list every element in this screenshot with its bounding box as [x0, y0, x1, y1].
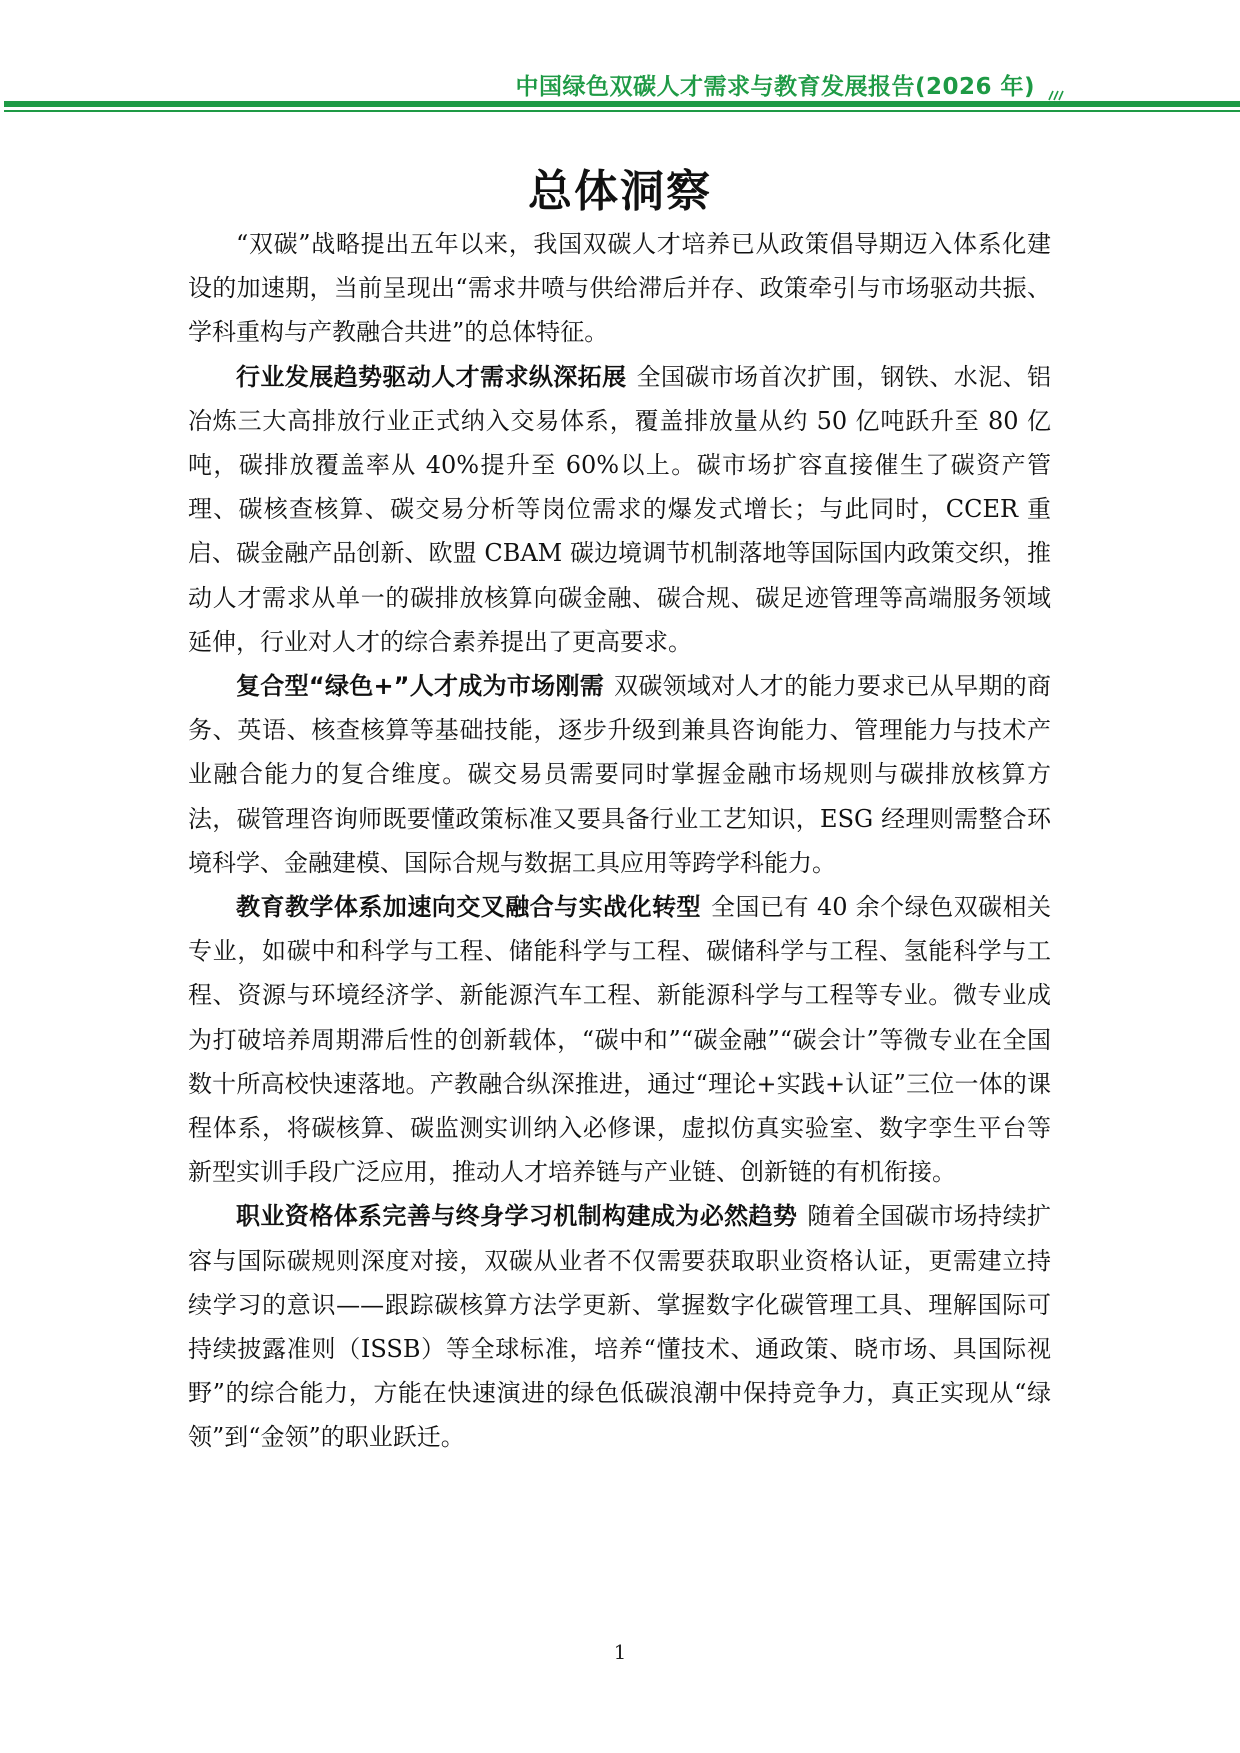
section-text: 全国已有 40 余个绿色双碳相关专业，如碳中和科学与工程、储能科学与工程、碳储科学与工程、氢能科学与工程、资源与环境经济学、新能源汽车工程、新能源科学与工程等专业。微专业成为打破培养周期滞后性的创新载体，“碳中和”“碳金融”“碳会计”等微专业在全国数十所高校快速落地。产教融合纵深推进，通过“理论+实践+认证”三位一体的课程体系，将碳核算、碳监测实训纳入必修课，虚拟仿真实验室、数字孪生平台等新型实训手段广泛应用，推动人才培养链与产业链、创新链的有机衔接。: [188, 893, 1052, 1187]
section-lead: 教育教学体系加速向交叉融合与实战化转型: [236, 893, 702, 922]
section-text: 双碳领域对人才的能力要求已从早期的商务、英语、核查核算等基础技能，逐步升级到兼具咨询能力、管理能力与技术产业融合能力的复合维度。碳交易员需要同时掌握金融市场规则与碳排放核算方法，碳管理咨询师既要懂政策标准又要具备行业工艺知识，ESG 经理则需整合环境科学、金融建模、国际合规与数据工具应用等跨学科能力。: [188, 672, 1052, 877]
intro-paragraph: “双碳”战略提出五年以来，我国双碳人才培养已从政策倡导期迈入体系化建设的加速期，当前呈现出“需求井喷与供给滞后并存、政策牵引与市场驱动共振、学科重构与产教融合共进”的总体特征。: [188, 230, 1051, 347]
section-text: 随着全国碳市场持续扩容与国际碳规则深度对接，双碳从业者不仅需要获取职业资格认证，更需建立持续学习的意识——跟踪碳核算方法学更新、掌握数字化碳管理工具、理解国际可持续披露准则（ISSB）等全球标准，培养“懂技术、通政策、晓市场、具国际视野”的综合能力，方能在快速演进的绿色低碳浪潮中保持竞争力，真正实现从“绿领”到“金领”的职业跃迁。: [188, 1202, 1051, 1452]
header-rule-thin: [4, 110, 1240, 112]
section-lead: 复合型“绿色+”人才成为市场刚需: [236, 672, 605, 701]
decorative-slashes-icon: [1047, 89, 1065, 101]
header-rule-thick: [4, 101, 1240, 107]
section-text: 全国碳市场首次扩围，钢铁、水泥、铝冶炼三大高排放行业正式纳入交易体系，覆盖排放量从约 50 亿吨跃升至 80 亿吨，碳排放覆盖率从 40%提升至 60%以上。碳市场扩容直接催生了碳资产管理、碳核查核算、碳交易分析等岗位需求的爆发式增长；与此同时，CCER 重启、碳金融产品创新、欧盟 CBAM 碳边境调节机制落地等国际国内政策交织，推动人才需求从单一的碳排放核算向碳金融、碳合规、碳足迹管理等高端服务领域延伸，行业对人才的综合素养提出了更高要求。: [188, 362, 1051, 656]
section-paragraph: [188, 664, 1051, 885]
page-number: 1: [613, 1640, 627, 1664]
section-paragraph: [188, 1194, 1051, 1459]
section-lead: 行业发展趋势驱动人才需求纵深拓展: [236, 362, 627, 391]
page-title: 总体洞察: [528, 166, 712, 217]
section-paragraph: [188, 885, 1051, 1194]
section-lead: 职业资格体系完善与终身学习机制构建成为必然趋势: [236, 1202, 798, 1231]
document-body: [188, 222, 1051, 1460]
report-title: 中国绿色双碳人才需求与教育发展报告(2026 年): [515, 74, 1035, 100]
section-paragraph: [188, 355, 1051, 664]
